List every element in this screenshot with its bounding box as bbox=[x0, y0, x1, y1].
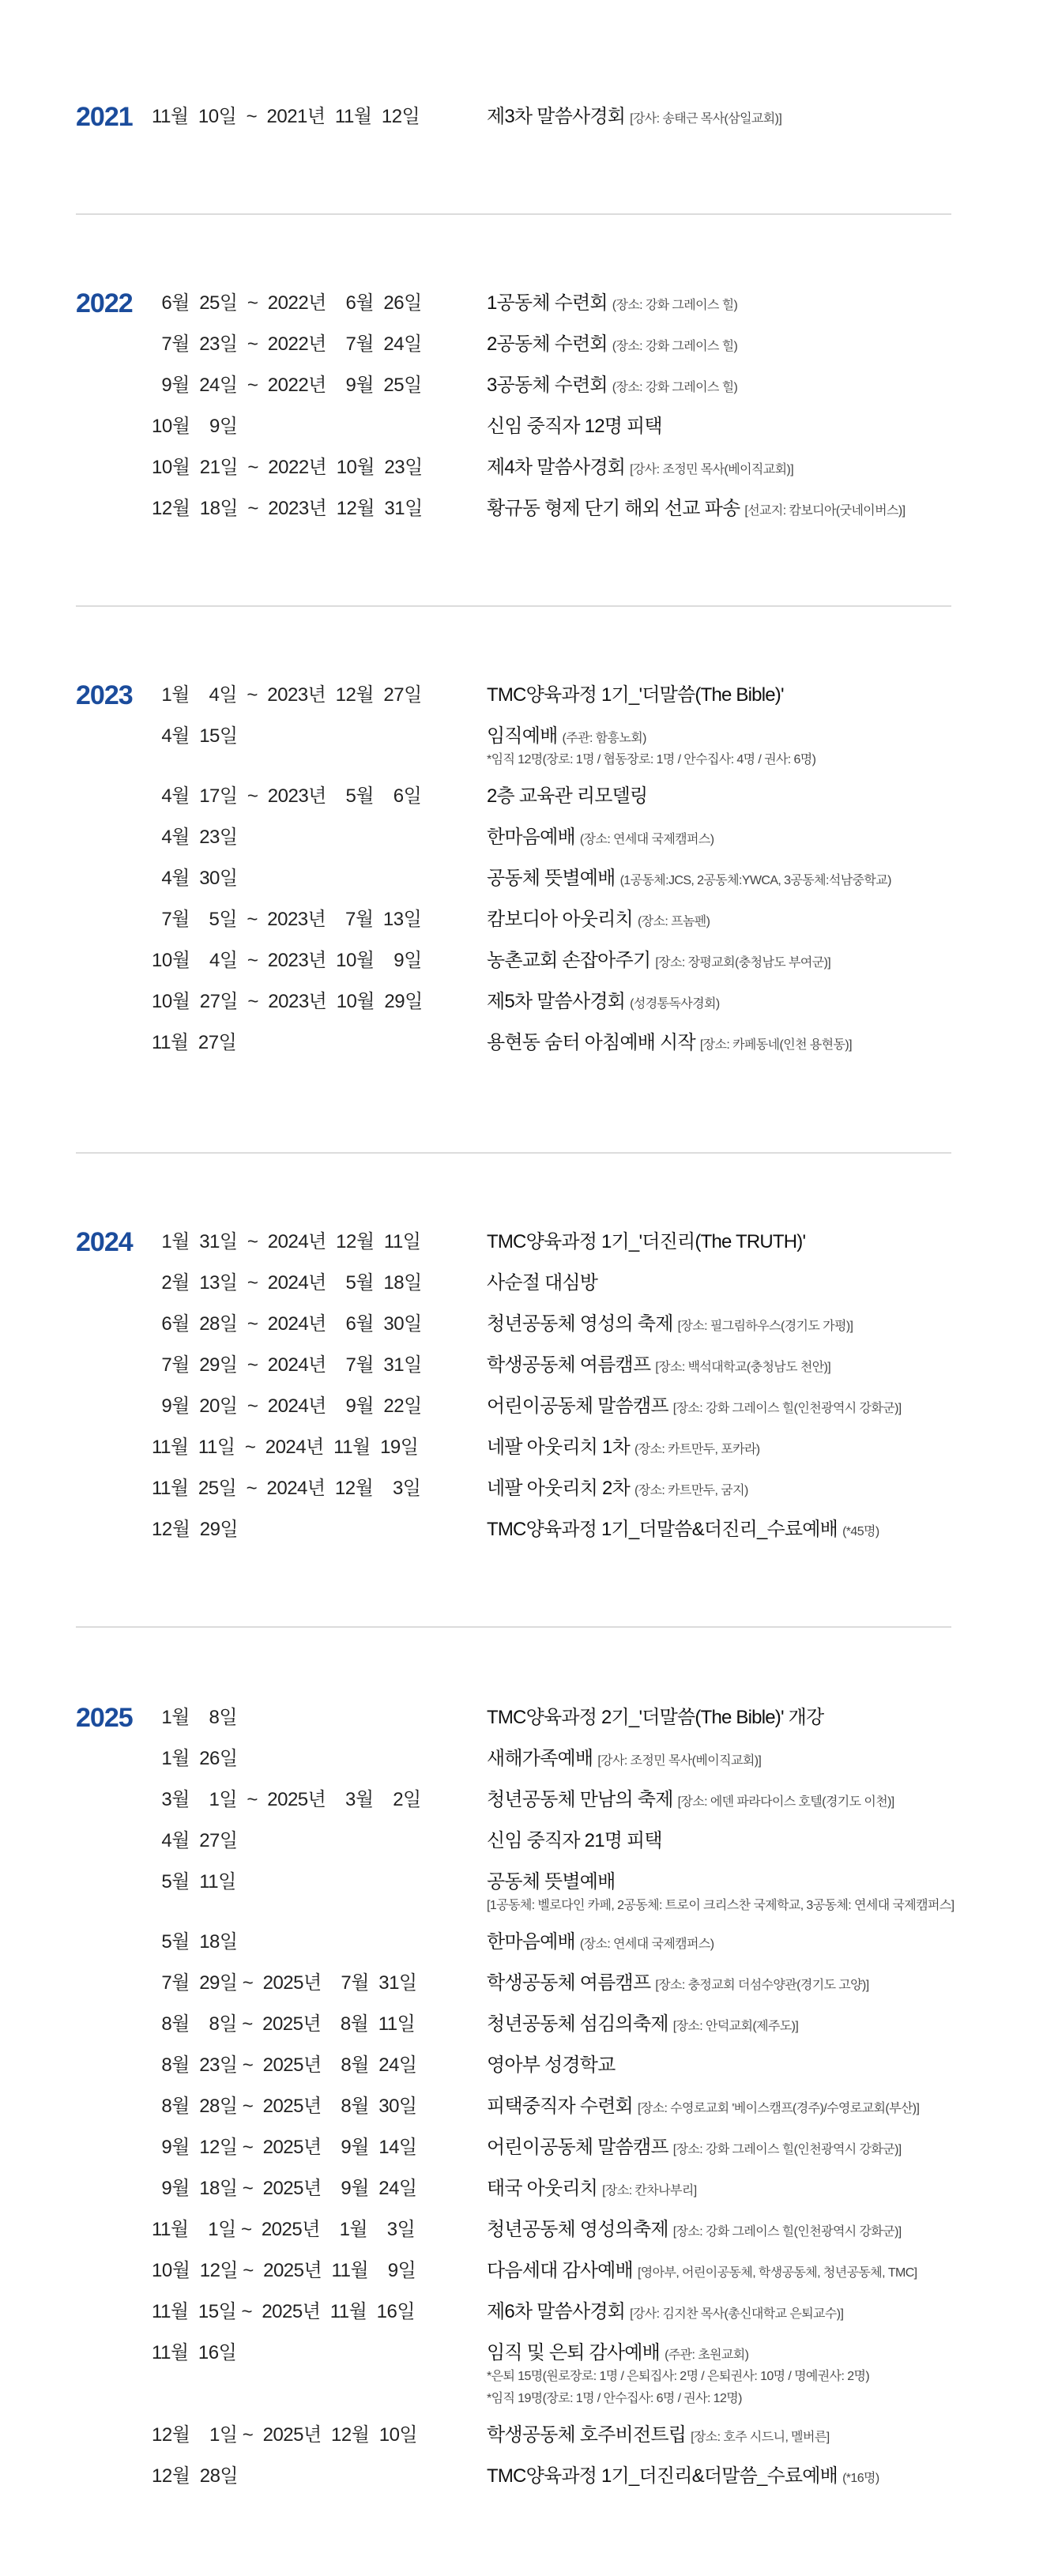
event-title-line bbox=[487, 781, 1043, 815]
event-date: 7월 29일 ~ 2025년 7월 31일 bbox=[152, 1972, 417, 1994]
event-detail: [장소: 카페동네(인천 용현동)] bbox=[699, 1038, 852, 1052]
event-title-line bbox=[487, 1825, 1043, 1859]
year-divider bbox=[76, 213, 951, 215]
event-title-line bbox=[487, 493, 1043, 527]
event-detail: (장소: 강화 그레이스 힐) bbox=[612, 299, 738, 312]
event-date: 10월 27일 ~ 2023년 10월 29일 bbox=[152, 991, 423, 1012]
event-date: 10월 12일 ~ 2025년 11월 9일 bbox=[152, 2260, 416, 2281]
event-date: 11월 27일 bbox=[152, 1032, 237, 1053]
event-detail: [장소: 호주 시드니, 멜버른] bbox=[691, 2431, 830, 2444]
event-title-line bbox=[487, 1309, 1043, 1343]
event-date: 3월 1일 ~ 2025년 3월 2일 bbox=[152, 1789, 421, 1810]
event-title: 공동체 뜻별예배 bbox=[487, 1871, 616, 1892]
event-title-line bbox=[487, 1784, 1043, 1818]
event-title-line bbox=[487, 1267, 1043, 1301]
event-title-line bbox=[487, 1743, 1043, 1777]
event-title-line bbox=[487, 452, 1043, 486]
event-date: 11월 15일 ~ 2025년 11월 16일 bbox=[152, 2301, 416, 2322]
event-title: 3공동체 수련회 bbox=[487, 375, 608, 396]
event-detail: (*45명) bbox=[842, 1525, 879, 1538]
event-title: TMC양육과정 1기_'더진리(The TRUTH)' bbox=[487, 1231, 806, 1252]
event-detail: (성경통독사경회) bbox=[630, 997, 720, 1011]
year-heading: 2022 bbox=[76, 288, 133, 318]
event-detail: (장소: 강화 그레이스 힐) bbox=[612, 381, 738, 394]
event-detail: [강사: 조정민 목사(베이직교회)] bbox=[630, 463, 794, 476]
event-date: 4월 23일 bbox=[152, 827, 238, 848]
event-title: 청년공동체 영성의 축제 bbox=[487, 1313, 673, 1335]
event-title-line bbox=[487, 1226, 1043, 1260]
event-date: 12월 1일 ~ 2025년 12월 10일 bbox=[152, 2424, 418, 2446]
event-title-line bbox=[487, 101, 1043, 135]
event-detail: (장소: 카트만두, 포카라) bbox=[634, 1443, 760, 1456]
event-detail: [장소: 강화 그레이스 힐(인천광역시 강화군)] bbox=[672, 1402, 902, 1415]
event-title: 영아부 성경학교 bbox=[487, 2054, 616, 2076]
event-title: 임직 및 은퇴 감사예배 bbox=[487, 2342, 661, 2363]
event-title-line bbox=[487, 370, 1043, 404]
event-detail: [장소: 안덕교회(제주도)] bbox=[672, 2020, 799, 2033]
event-date: 2월 13일 ~ 2024년 5월 18일 bbox=[152, 1272, 422, 1294]
event-title-line bbox=[487, 2255, 1043, 2289]
event-detail: (장소: 연세대 국제캠퍼스) bbox=[579, 1938, 714, 1951]
event-title-line bbox=[487, 2420, 1043, 2454]
event-title: 신임 중직자 12명 피택 bbox=[487, 416, 662, 437]
event-date: 12월 28일 bbox=[152, 2465, 239, 2487]
event-title: 제4차 말씀사경회 bbox=[487, 457, 626, 478]
year-divider bbox=[76, 605, 951, 607]
event-title: 캄보디아 아웃리치 bbox=[487, 909, 633, 930]
event-title-line bbox=[487, 411, 1043, 445]
event-title-line bbox=[487, 2091, 1043, 2125]
event-date: 1월 4일 ~ 2023년 12월 27일 bbox=[152, 684, 422, 706]
event-title: 한마음예배 bbox=[487, 827, 575, 848]
event-date: 8월 28일 ~ 2025년 8월 30일 bbox=[152, 2096, 417, 2117]
event-title-line bbox=[487, 1350, 1043, 1384]
event-title-line bbox=[487, 2461, 1043, 2495]
event-title: TMC양육과정 1기_더말씀&더진리_수료예배 bbox=[487, 1519, 838, 1540]
event-title: TMC양육과정 2기_'더말씀(The Bible)' 개강 bbox=[487, 1707, 824, 1728]
event-detail: (장소: 카트만두, 굼지) bbox=[634, 1484, 748, 1497]
event-title-line bbox=[487, 1473, 1043, 1507]
event-title: 청년공동체 만남의 축제 bbox=[487, 1789, 673, 1810]
event-title: 네팔 아웃리치 2차 bbox=[487, 1478, 630, 1499]
event-detail: (주관: 함흥노회) bbox=[562, 732, 646, 745]
event-title: 태국 아웃리치 bbox=[487, 2178, 598, 2199]
event-title: 청년공동체 영성의축제 bbox=[487, 2219, 668, 2240]
event-title: 네팔 아웃리치 1차 bbox=[487, 1437, 630, 1458]
event-detail: (장소: 연세대 국제캠퍼스) bbox=[579, 833, 714, 846]
event-detail: [강사: 송태근 목사(삼일교회)] bbox=[630, 112, 782, 126]
event-title-line bbox=[487, 986, 1043, 1020]
event-title: TMC양육과정 1기_'더말씀(The Bible)' bbox=[487, 684, 784, 706]
event-date: 11월 25일 ~ 2024년 12월 3일 bbox=[152, 1478, 421, 1499]
event-title-line bbox=[487, 904, 1043, 938]
event-title-line bbox=[487, 1391, 1043, 1425]
year-divider bbox=[76, 1152, 951, 1154]
event-title-line bbox=[487, 822, 1043, 856]
event-title: 제6차 말씀사경회 bbox=[487, 2301, 626, 2322]
event-detail: (*16명) bbox=[842, 2472, 879, 2485]
event-date: 12월 29일 bbox=[152, 1519, 239, 1540]
event-date: 10월 4일 ~ 2023년 10월 9일 bbox=[152, 950, 422, 971]
event-detail: [선교지: 캄보디아(굿네이버스)] bbox=[744, 504, 906, 518]
event-date: 11월 16일 bbox=[152, 2342, 237, 2363]
event-date: 12월 18일 ~ 2023년 12월 31일 bbox=[152, 498, 423, 519]
event-title-line bbox=[487, 2009, 1043, 2043]
event-date: 4월 17일 ~ 2023년 5월 6일 bbox=[152, 785, 422, 807]
event-detail: (장소: 프놈펜) bbox=[637, 915, 710, 928]
event-date: 6월 25일 ~ 2022년 6월 26일 bbox=[152, 292, 422, 314]
event-detail: (주관: 초원교회) bbox=[665, 2348, 749, 2362]
event-title-line bbox=[487, 1514, 1043, 1548]
event-title: 제3차 말씀사경회 bbox=[487, 106, 626, 127]
event-detail: [장소: 칸차나부리] bbox=[602, 2184, 697, 2198]
event-date: 9월 24일 ~ 2022년 9월 25일 bbox=[152, 375, 422, 396]
event-title: 어린이공동체 말씀캠프 bbox=[487, 1395, 668, 1417]
event-detail: [장소: 충정교회 더섬수양관(경기도 고양)] bbox=[655, 1979, 869, 1992]
event-title: 제5차 말씀사경회 bbox=[487, 991, 626, 1012]
event-title: 피택중직자 수련회 bbox=[487, 2096, 633, 2117]
event-title-line bbox=[487, 329, 1043, 363]
event-detail: [장소: 장평교회(충청남도 부여군)] bbox=[655, 956, 831, 970]
event-title: 청년공동체 섬김의축제 bbox=[487, 2013, 668, 2035]
event-title: 1공동체 수련회 bbox=[487, 292, 608, 314]
event-title-line bbox=[487, 680, 1043, 714]
event-title: 사순절 대심방 bbox=[487, 1272, 598, 1294]
event-title-line bbox=[487, 2214, 1043, 2248]
event-title-line bbox=[487, 2050, 1043, 2084]
event-date: 1월 8일 bbox=[152, 1707, 238, 1728]
event-title: 한마음예배 bbox=[487, 1931, 575, 1953]
event-date: 8월 8일 ~ 2025년 8월 11일 bbox=[152, 2013, 416, 2035]
event-detail: [장소: 필그림하우스(경기도 가평)] bbox=[677, 1320, 853, 1333]
event-date: 9월 20일 ~ 2024년 9월 22일 bbox=[152, 1395, 422, 1417]
event-title-line bbox=[487, 1702, 1043, 1736]
event-date: 6월 28일 ~ 2024년 6월 30일 bbox=[152, 1313, 422, 1335]
event-title: 학생공동체 여름캠프 bbox=[487, 1972, 651, 1994]
event-date: 1월 26일 bbox=[152, 1748, 238, 1769]
event-note: *임직 19명(장로: 1명 / 안수집사: 6명 / 권사: 12명) bbox=[487, 2392, 742, 2405]
event-date: 4월 27일 bbox=[152, 1830, 238, 1851]
event-detail: [장소: 에덴 파라다이스 호텔(경기도 이천)] bbox=[677, 1795, 894, 1809]
event-date: 11월 10일 ~ 2021년 11월 12일 bbox=[152, 106, 420, 127]
event-title-line bbox=[487, 1027, 1043, 1061]
event-note: [1공동체: 벨로다인 카페, 2공동체: 트로이 크리스찬 국제학교, 3공동체: 연세대 국제캠퍼스] bbox=[487, 1899, 955, 1912]
event-title-line bbox=[487, 1968, 1043, 2002]
year-heading: 2024 bbox=[76, 1227, 133, 1257]
event-title-line bbox=[487, 2296, 1043, 2330]
event-detail: [강사: 조정민 목사(베이직교회)] bbox=[597, 1754, 762, 1768]
event-title: 다음세대 감사예배 bbox=[487, 2260, 633, 2281]
event-detail: [장소: 강화 그레이스 힐(인천광역시 강화군)] bbox=[672, 2143, 902, 2156]
event-date: 11월 1일 ~ 2025년 1월 3일 bbox=[152, 2219, 416, 2240]
event-title-line bbox=[487, 863, 1043, 897]
event-date: 4월 15일 bbox=[152, 725, 238, 747]
event-date: 7월 23일 ~ 2022년 7월 24일 bbox=[152, 333, 422, 355]
event-detail: (1공동체:JCS, 2공동체:YWCA, 3공동체:석남중학교) bbox=[619, 874, 891, 887]
year-heading: 2023 bbox=[76, 680, 133, 710]
event-title: 농촌교회 손잡아주기 bbox=[487, 950, 651, 971]
event-detail: [장소: 백석대학교(충청남도 천안)] bbox=[655, 1361, 831, 1374]
event-detail: [강사: 김지찬 목사(총신대학교 은퇴교수)] bbox=[630, 2307, 844, 2321]
year-heading: 2025 bbox=[76, 1703, 133, 1733]
event-title: 새해가족예배 bbox=[487, 1748, 593, 1769]
event-title: 공동체 뜻별예배 bbox=[487, 868, 616, 889]
event-date: 9월 12일 ~ 2025년 9월 14일 bbox=[152, 2137, 417, 2158]
event-title-line bbox=[487, 1432, 1043, 1466]
event-detail: [영아부, 어린이공동체, 학생공동체, 청년공동체, TMC] bbox=[637, 2266, 917, 2280]
event-title: TMC양육과정 1기_더진리&더말씀_수료예배 bbox=[487, 2465, 838, 2487]
event-title-line bbox=[487, 1926, 1043, 1960]
year-divider bbox=[76, 1626, 951, 1628]
event-note: *임직 12명(장로: 1명 / 협동장로: 1명 / 안수집사: 4명 / 권사: 6명) bbox=[487, 753, 816, 766]
event-detail: (장소: 강화 그레이스 힐) bbox=[612, 340, 738, 353]
event-detail: [장소: 강화 그레이스 힐(인천광역시 강화군)] bbox=[672, 2225, 902, 2239]
event-date: 4월 30일 bbox=[152, 868, 238, 889]
event-title-line bbox=[487, 2173, 1043, 2207]
event-title: 학생공동체 호주비전트립 bbox=[487, 2424, 687, 2446]
event-title-line bbox=[487, 2132, 1043, 2166]
event-date: 7월 5일 ~ 2023년 7월 13일 bbox=[152, 909, 422, 930]
event-title: 2층 교육관 리모델링 bbox=[487, 785, 648, 807]
event-date: 10월 21일 ~ 2022년 10월 23일 bbox=[152, 457, 423, 478]
event-date: 7월 29일 ~ 2024년 7월 31일 bbox=[152, 1354, 422, 1376]
event-date: 1월 31일 ~ 2024년 12월 11일 bbox=[152, 1231, 421, 1252]
event-date: 9월 18일 ~ 2025년 9월 24일 bbox=[152, 2178, 417, 2199]
event-title: 임직예배 bbox=[487, 725, 558, 747]
event-title-line bbox=[487, 945, 1043, 979]
event-date: 8월 23일 ~ 2025년 8월 24일 bbox=[152, 2054, 417, 2076]
event-title: 어린이공동체 말씀캠프 bbox=[487, 2137, 668, 2158]
event-detail: [장소: 수영로교회 '베이스캠프(경주)/수영로교회(부산)] bbox=[637, 2102, 920, 2115]
event-title: 2공동체 수련회 bbox=[487, 333, 608, 355]
event-date: 5월 11일 bbox=[152, 1871, 236, 1892]
event-note: *은퇴 15명(원로장로: 1명 / 은퇴집사: 2명 / 은퇴권사: 10명 / 명예권사: 2명) bbox=[487, 2370, 870, 2383]
event-title: 용현동 숨터 아침예배 시작 bbox=[487, 1032, 695, 1053]
event-title: 학생공동체 여름캠프 bbox=[487, 1354, 651, 1376]
event-date: 11월 11일 ~ 2024년 11월 19일 bbox=[152, 1437, 419, 1458]
event-title: 신임 중직자 21명 피택 bbox=[487, 1830, 662, 1851]
event-date: 5월 18일 bbox=[152, 1931, 238, 1953]
event-date: 10월 9일 bbox=[152, 416, 238, 437]
year-heading: 2021 bbox=[76, 102, 133, 132]
event-title: 황규동 형제 단기 해외 선교 파송 bbox=[487, 498, 740, 519]
event-title-line bbox=[487, 288, 1043, 322]
